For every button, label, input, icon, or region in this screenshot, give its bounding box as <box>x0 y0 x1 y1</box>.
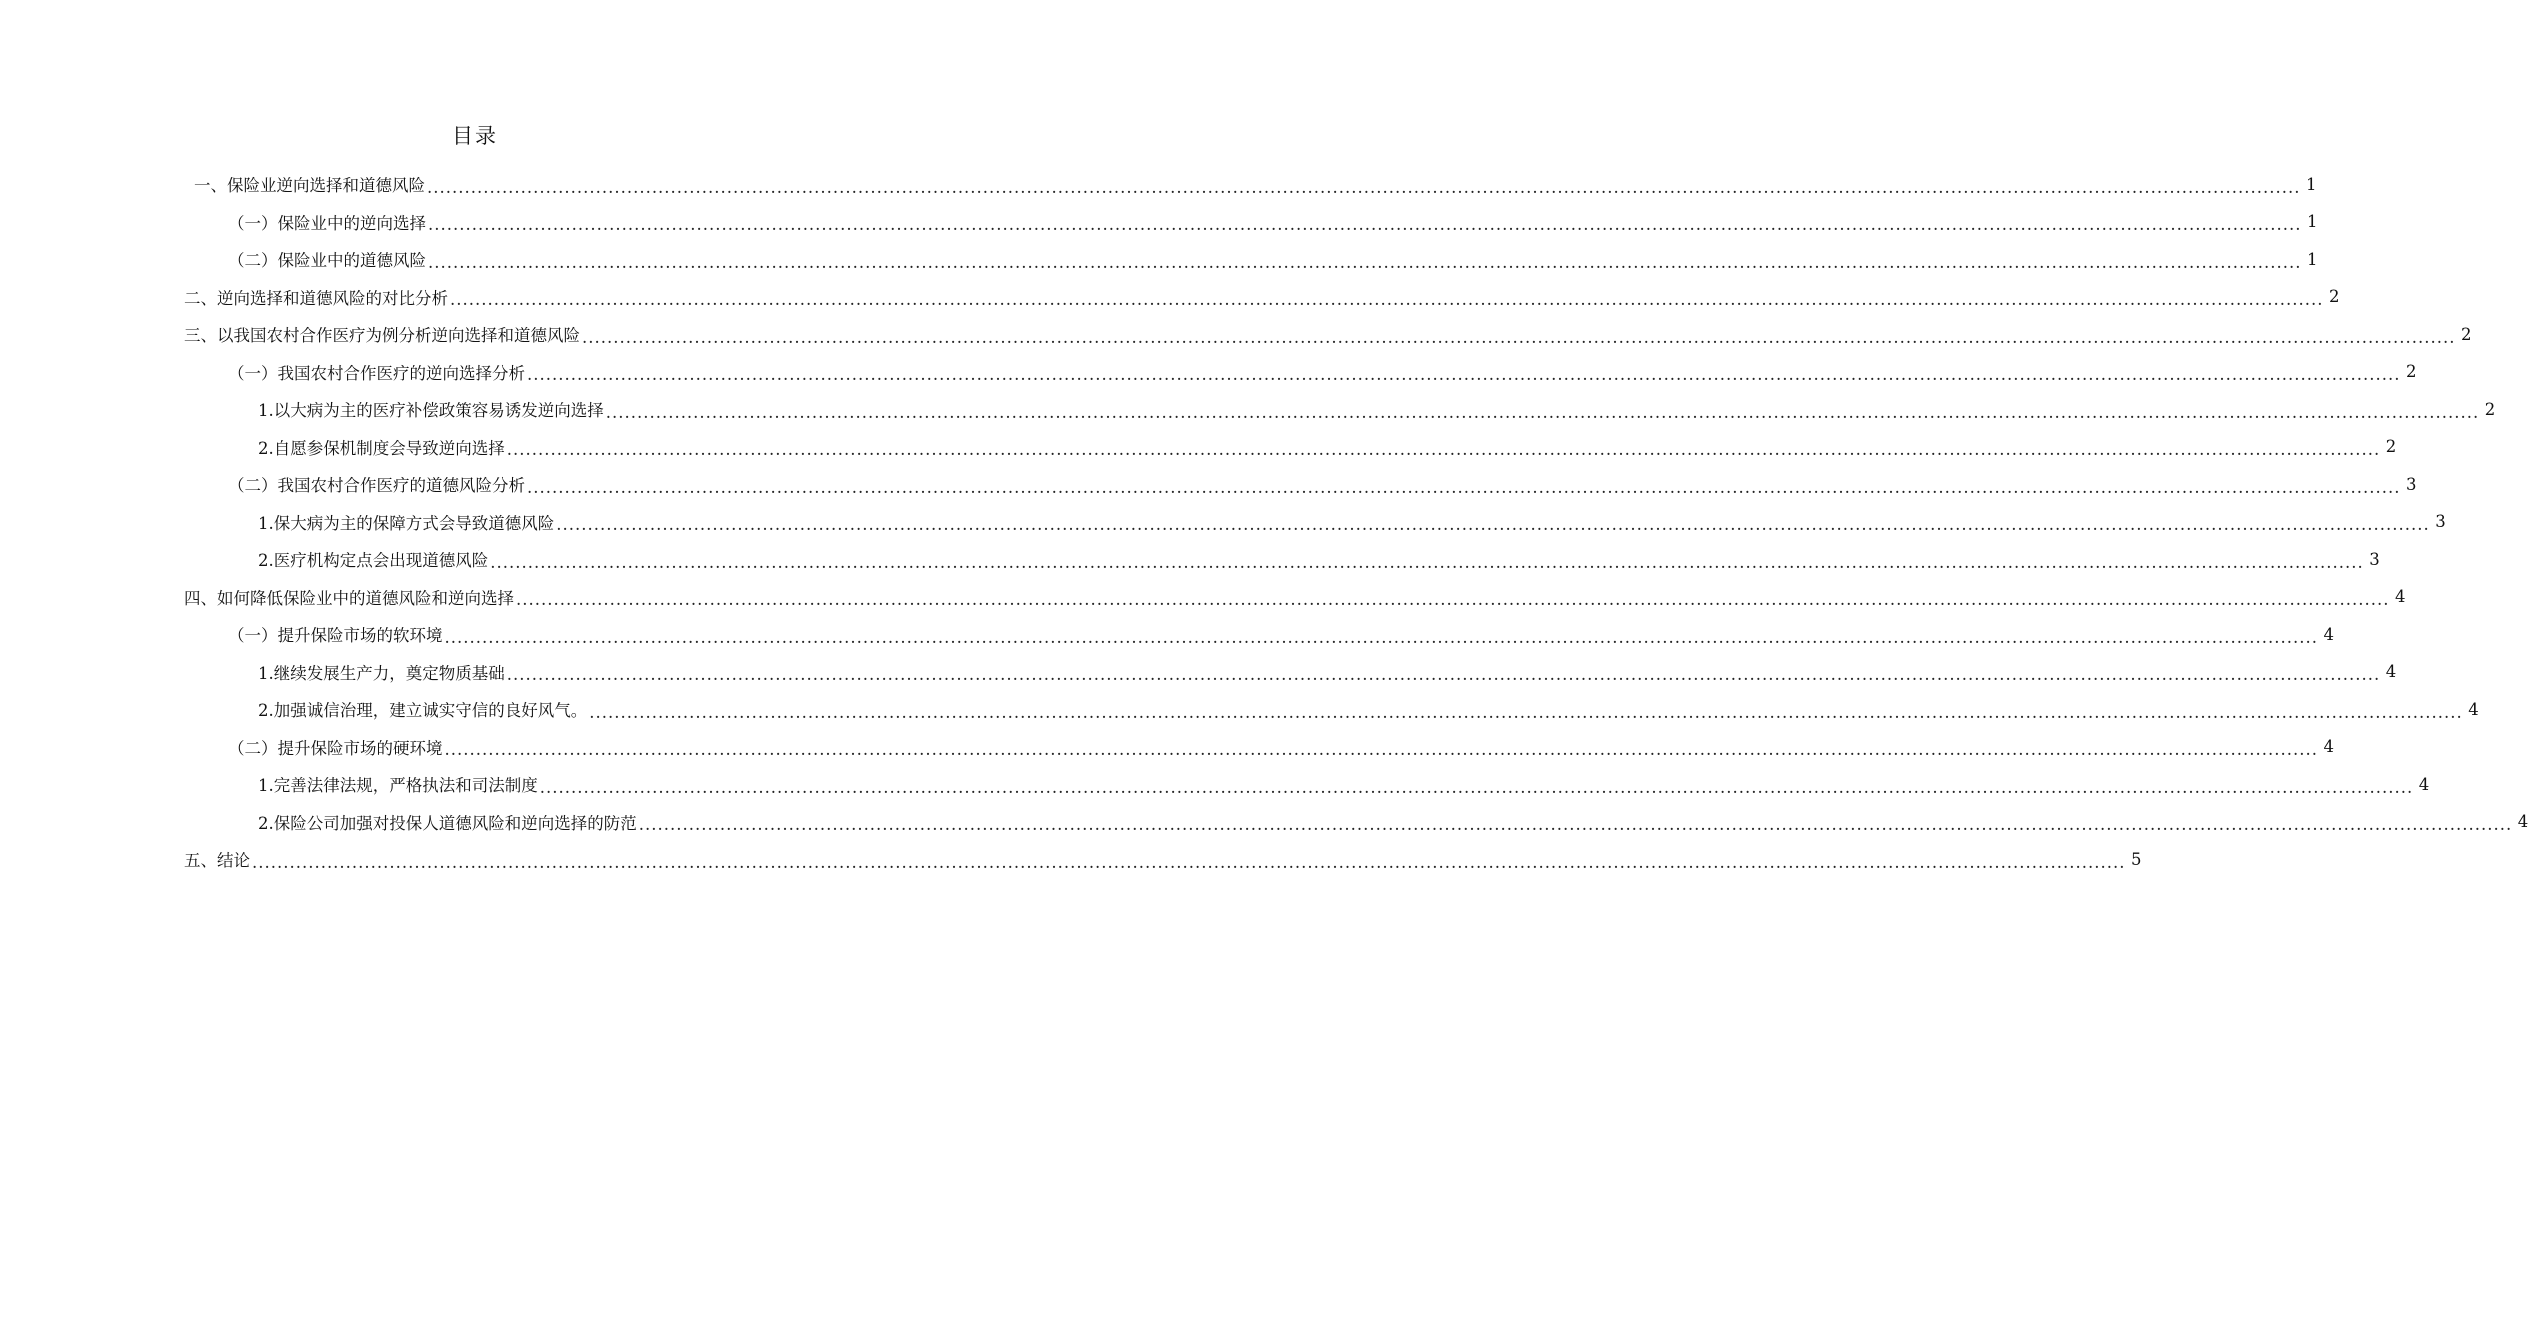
toc-leader-dots: ............................................................................................................................................................................................................................................................................................................ <box>638 815 2513 834</box>
toc-leader-dots: ............................................................................................................................................................................................................................................................................................................ <box>444 627 2318 647</box>
toc-entry[interactable] <box>184 841 2142 877</box>
toc-entry-label: 2.保险公司加强对投保人道德风险和逆向选择的防范 <box>258 813 637 833</box>
toc-leader-dots: ............................................................................................................................................................................................................................................................................................................ <box>516 590 2390 609</box>
toc-entry-label: 2.自愿参保机制度会导致逆向选择 <box>258 438 505 458</box>
toc-entry[interactable] <box>228 204 2318 240</box>
toc-entry-label: 1.继续发展生产力，奠定物质基础 <box>258 663 505 683</box>
toc-entry-label: （一）我国农村合作医疗的逆向选择分析 <box>228 363 525 383</box>
toc-entry[interactable] <box>228 354 2417 390</box>
toc-entry-label: 1.完善法律法规，严格执法和司法制度 <box>258 776 538 795</box>
toc-entry[interactable] <box>184 579 2406 615</box>
toc-leader-dots: ............................................................................................................................................................................................................................................................................................................ <box>490 552 2364 572</box>
toc-entry[interactable] <box>194 166 2317 202</box>
toc-entry[interactable] <box>258 691 2479 727</box>
toc-entry[interactable] <box>228 466 2417 502</box>
toc-entry-page-number: 1 <box>2305 174 2317 194</box>
toc-entry-page-number: 4 <box>2323 737 2334 756</box>
toc-entry[interactable] <box>258 766 2430 802</box>
toc-entry[interactable] <box>184 316 2472 352</box>
toc-entry-label: 三、以我国农村合作医疗为例分析逆向选择和道德风险 <box>184 326 580 345</box>
toc-leader-dots: ............................................................................................................................................................................................................................................................................................................ <box>506 440 2381 459</box>
toc-entry-page-number: 4 <box>2385 662 2397 681</box>
toc-entry-page-number: 1 <box>2306 249 2318 269</box>
toc-entry[interactable] <box>258 429 2397 465</box>
toc-entry-page-number: 4 <box>2418 774 2430 794</box>
toc-entry-page-number: 2 <box>2405 362 2417 381</box>
toc-leader-dots: ............................................................................................................................................................................................................................................................................................................ <box>444 740 2318 759</box>
toc-leader-dots: ............................................................................................................................................................................................................................................................................................................ <box>527 365 2401 384</box>
toc-leader-dots: ............................................................................................................................................................................................................................................................................................................ <box>427 177 2301 197</box>
toc-leader-dots: ............................................................................................................................................................................................................................................................................................................ <box>539 777 2414 797</box>
toc-entry-label: 一、保险业逆向选择和道德风险 <box>194 176 425 195</box>
toc-entry-label: （二）我国农村合作医疗的道德风险分析 <box>228 476 525 495</box>
toc-entry-page-number: 2 <box>2484 399 2496 419</box>
toc-entry[interactable] <box>258 504 2446 540</box>
toc-entry[interactable] <box>184 279 2340 315</box>
toc-entry-page-number: 4 <box>2517 812 2528 831</box>
toc-entry[interactable] <box>228 729 2334 765</box>
toc-entry-page-number: 3 <box>2405 474 2417 494</box>
toc-entry-label: 2.加强诚信治理，建立诚实守信的良好风气。 <box>258 701 588 720</box>
toc-entry-label: 五、结论 <box>184 851 250 870</box>
toc-entry-page-number: 3 <box>2435 512 2446 531</box>
toc-entry-page-number: 2 <box>2460 324 2472 344</box>
toc-entry-label: 二、逆向选择和道德风险的对比分析 <box>184 288 448 308</box>
toc-entry-page-number: 1 <box>2306 212 2318 231</box>
toc-leader-dots: ............................................................................................................................................................................................................................................................................................................ <box>582 327 2456 347</box>
toc-entry[interactable] <box>258 391 2496 427</box>
toc-entry-label: （一）保险业中的逆向选择 <box>228 213 426 233</box>
toc-entry[interactable] <box>258 541 2380 577</box>
toc-leader-dots: ............................................................................................................................................................................................................................................................................................................ <box>556 515 2430 534</box>
toc-entry[interactable] <box>258 804 2528 840</box>
toc-entry-page-number: 4 <box>2394 587 2406 606</box>
toc-entry-label: （二）保险业中的道德风险 <box>228 251 426 270</box>
toc-entry-page-number: 5 <box>2130 849 2142 869</box>
toc-leader-dots: ............................................................................................................................................................................................................................................................................................................ <box>428 215 2302 234</box>
toc-entry-page-number: 2 <box>2385 437 2397 456</box>
toc-leader-dots: ............................................................................................................................................................................................................................................................................................................ <box>252 852 2126 872</box>
toc-entry-label: 2.医疗机构定点会出现道德风险 <box>258 551 489 570</box>
toc-leader-dots: ............................................................................................................................................................................................................................................................................................................ <box>605 402 2480 422</box>
toc-entry[interactable] <box>258 654 2397 690</box>
toc-entry-page-number: 3 <box>2369 549 2380 569</box>
toc-entry-label: （二）提升保险市场的硬环境 <box>228 738 443 758</box>
toc-entry-page-number: 4 <box>2468 699 2479 719</box>
toc-leader-dots: ............................................................................................................................................................................................................................................................................................................ <box>589 702 2463 722</box>
toc-entry-label: 1.保大病为主的保障方式会导致道德风险 <box>258 513 555 533</box>
toc-title: 目录 <box>452 124 498 148</box>
toc-leader-dots: ............................................................................................................................................................................................................................................................................................................ <box>428 252 2302 272</box>
toc-leader-dots: ............................................................................................................................................................................................................................................................................................................ <box>527 477 2401 497</box>
toc-entry-page-number: 4 <box>2323 624 2334 644</box>
toc-entry-label: 四、如何降低保险业中的道德风险和逆向选择 <box>184 588 514 608</box>
toc-entry-page-number: 2 <box>2328 287 2340 306</box>
toc-entry-label: 1.以大病为主的医疗补偿政策容易诱发逆向选择 <box>258 401 604 420</box>
toc-entry[interactable] <box>228 616 2334 652</box>
toc-leader-dots: ............................................................................................................................................................................................................................................................................................................ <box>506 665 2381 684</box>
toc-entry-label: （一）提升保险市场的软环境 <box>228 626 443 645</box>
toc-entry[interactable] <box>228 241 2318 277</box>
toc-leader-dots: ............................................................................................................................................................................................................................................................................................................ <box>450 290 2324 309</box>
